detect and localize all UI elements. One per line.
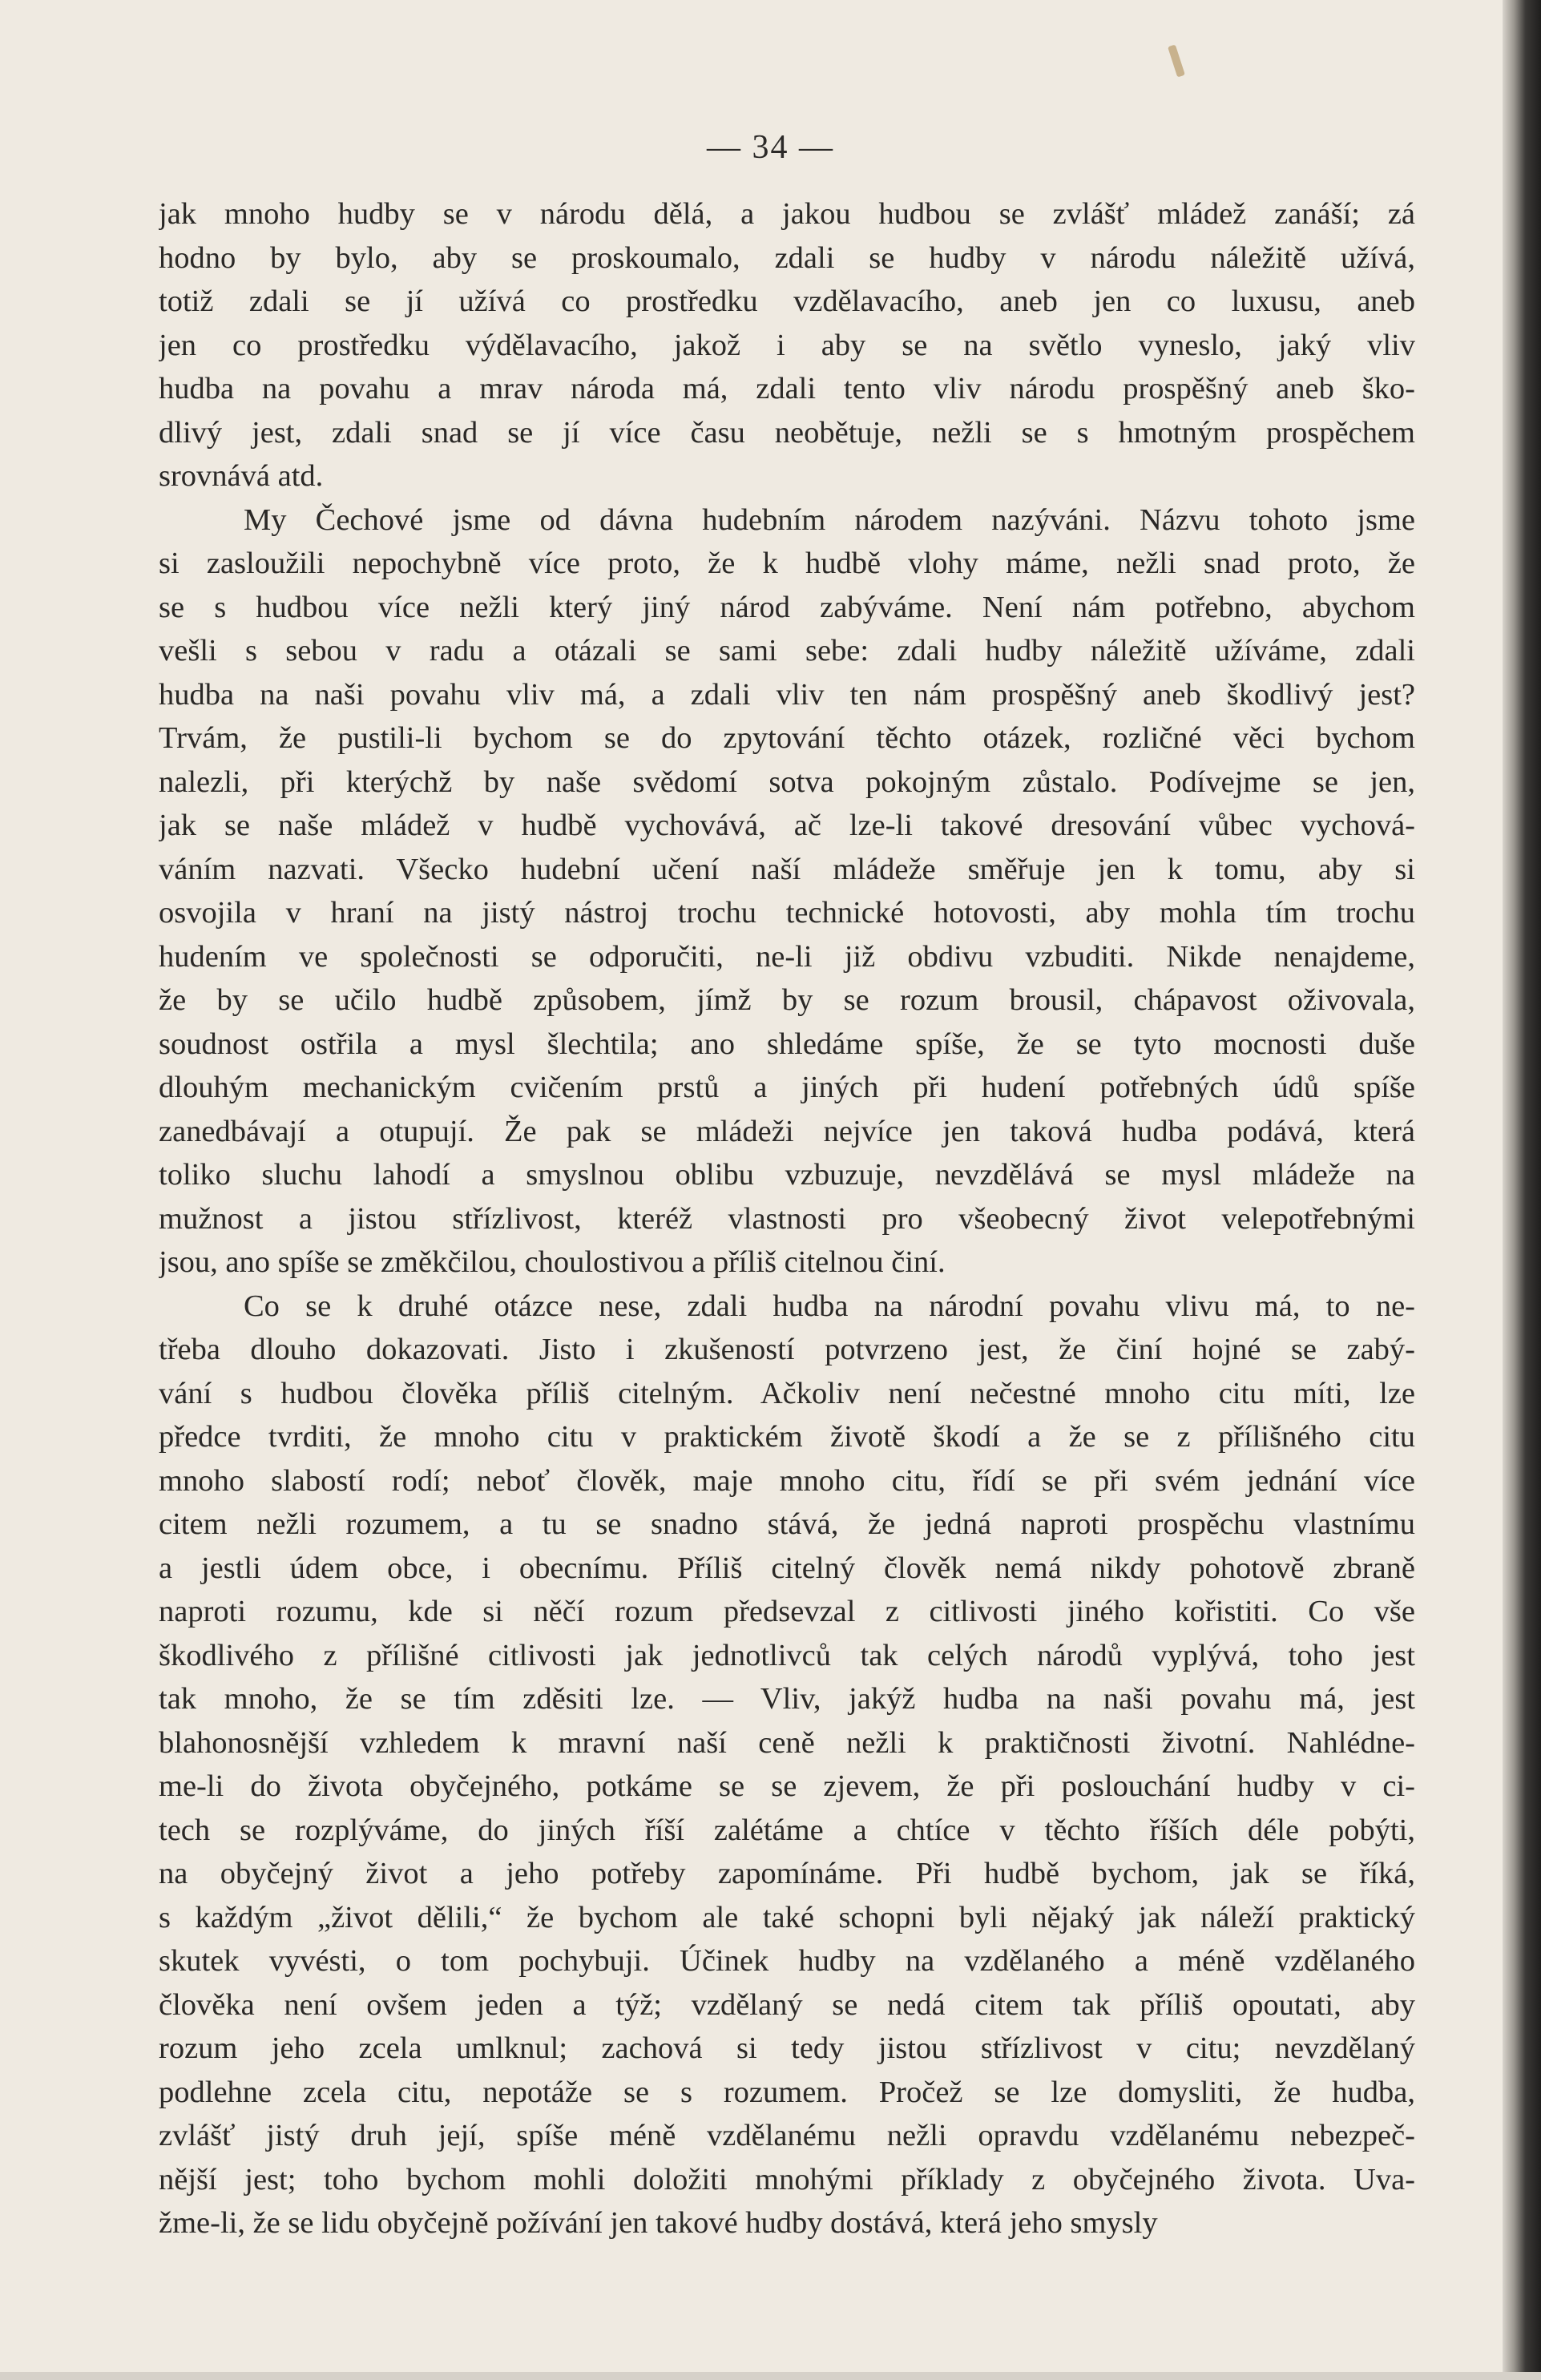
text-line: vešli s sebou v radu a otázali se sami sebe: zdali hudby náležitě užíváme, zdali [159,634,1415,668]
text-line: nalezli, při kterýchž by naše svědomí sotva pokojným zůstalo. Podívejme se jen, [159,764,1415,799]
text-line: hudením ve společnosti se odporučiti, ne-li již obdivu vzbuditi. Nikde nenajdeme, [159,939,1415,974]
paragraph [159,192,1415,498]
text-line: dlivý jest, zdali snad se jí více času neobětuje, nežli se s hmotným prospěchem [159,415,1415,450]
text-line: rozum jeho zcela umlknul; zachová si tedy jistou střízlivost v citu; nevzdělaný [159,2031,1415,2065]
text-line: jak se naše mládež v hudbě vychovává, ač lze-li takové dresování vůbec vychová- [159,809,1415,842]
text-line: podlehne zcela citu, nepotáže se s rozumem. Pročež se lze domysliti, že hudba, [159,2075,1415,2109]
text-line: jsou, ano spíše se změkčilou, choulostivou a příliš citelnou činí. [159,1245,946,1279]
text-line: žme-li, že se lidu obyčejně požívání jen takové hudby dostává, která jeho smysly [159,2206,1158,2240]
text-line: soudnost ostřila a mysl šlechtila; ano shledáme spíše, že se tyto mocnosti duše [159,1027,1415,1061]
text-line: váním nazvati. Všecko hudební učení naší mládeže směřuje jen k tomu, aby si [159,852,1415,886]
text-line: hudba na povahu a mrav národa má, zdali tento vliv národu prospěšný aneb ško- [159,372,1415,405]
text-line: mnoho slabostí rodí; neboť člověk, maje mnoho citu, řídí se při svém jednání více [159,1463,1415,1498]
text-line: citem nežli rozumem, a tu se snadno stává, že jedná naproti prospěchu vlastnímu [159,1507,1415,1541]
text-line: dlouhým mechanickým cvičením prstů a jiných při hudení potřebných údů spíše [159,1071,1415,1104]
page-number: — 34 — [707,129,834,166]
text-line: s každým „život dělili,“ že bychom ale také schopni byli nějaký jak náleží praktický [159,1900,1415,1934]
text-line: člověka není ovšem jeden a týž; vzdělaný se nedá citem tak příliš opoutati, aby [159,1987,1415,2022]
ink-blemish [1168,44,1185,77]
body-text [159,192,1415,2245]
text-line: zanedbávají a otupují. Že pak se mládeži nejvíce jen taková hudba podává, která [159,1114,1415,1148]
text-line: že by se učilo hudbě způsobem, jímž by se rozum brousil, chápavost oživovala, [159,983,1415,1017]
text-line: vání s hudbou člověka příliš citelným. Ačkoliv není nečestné mnoho citu míti, lze [159,1376,1415,1410]
text-line: třeba dlouho dokazovati. Jisto i zkušeností potvrzeno jest, že činí hojné se zabý- [159,1333,1415,1366]
text-line: a jestli údem obce, i obecnímu. Příliš citelný člověk nemá nikdy pohotově zbraně [159,1551,1415,1585]
text-line: My Čechové jsme od dávna hudebním národem nazýváni. Názvu tohoto jsme [244,502,1415,537]
text-line: toliko sluchu lahodí a smyslnou oblibu vzbuzuje, nevzdělává se mysl mládeže na [159,1158,1415,1192]
text-line: si zasloužili nepochybně více proto, že k hudbě vlohy máme, nežli snad proto, že [159,547,1415,580]
text-line: nější jest; toho bychom mohli doložiti mnohými příklady z obyčejného života. Uva- [159,2162,1415,2196]
text-line: naproti rozumu, kde si něčí rozum předsevzal z citlivosti jiného kořistiti. Co vše [159,1595,1415,1628]
text-line: osvojila v hraní na jistý nástroj trochu technické hotovosti, aby mohla tím trochu [159,896,1415,930]
text-line: hudba na naši povahu vliv má, a zdali vliv ten nám prospěšný aneb škodlivý jest? [159,677,1415,712]
text-line: Co se k druhé otázce nese, zdali hudba na národní povahu vlivu má, to ne- [244,1289,1415,1323]
scan-border-right [1503,0,1541,2380]
text-line: blahonosnější vzhledem k mravní naší ceně nežli k praktičnosti životní. Nahlédne- [159,1725,1415,1760]
text-line: tech se rozplýváme, do jiných říší zalétáme a chtíce v těchto říších déle pobýti, [159,1813,1415,1847]
text-line: Trvám, že pustili-li bychom se do zpytování těchto otázek, rozličné věci bychom [159,721,1415,755]
text-line: skutek vyvésti, o tom pochybuji. Účinek hudby na vzdělaného a méně vzdělaného [159,1944,1415,1978]
text-line: mužnost a jistou střízlivost, kteréž vlastnosti pro všeobecný život velepotřebnými [159,1201,1415,1236]
text-line: škodlivého z přílišné citlivosti jak jednotlivců tak celých národů vyplývá, toho jest [159,1638,1415,1672]
text-line: totiž zdali se jí užívá co prostředku vzdělavacího, aneb jen co luxusu, aneb [159,284,1415,318]
paragraph [159,498,1415,1285]
text-line: zvlášť jistý druh její, spíše méně vzdělanému nežli opravdu vzdělanému nebezpeč- [159,2119,1415,2152]
text-line: hodno by bylo, aby se proskoumalo, zdali se hudby v národu náležitě užívá, [159,240,1415,275]
text-line: jen co prostředku výdělavacího, jakož i aby se na světlo vyneslo, jaký vliv [159,328,1415,362]
text-line: me-li do života obyčejného, potkáme se se zjevem, že při poslouchání hudby v ci- [159,1769,1415,1803]
text-line: předce tvrditi, že mnoho citu v praktickém životě škodí a že se z přílišného citu [159,1420,1415,1454]
text-line: jak mnoho hudby se v národu dělá, a jakou hudbou se zvlášť mládež zanáší; zá [159,197,1415,231]
text-line: tak mnoho, že se tím zděsiti lze. — Vliv, jakýž hudba na naši povahu má, jest [159,1682,1415,1716]
text-line: se s hudbou více nežli který jiný národ zabýváme. Není nám potřebno, abychom [159,590,1415,624]
text-line: na obyčejný život a jeho potřeby zapomínáme. Při hudbě bychom, jak se říká, [159,1857,1415,1890]
paragraph [159,1285,1415,2245]
scan-border-bottom [0,2372,1541,2380]
text-line: srovnává atd. [159,459,324,493]
